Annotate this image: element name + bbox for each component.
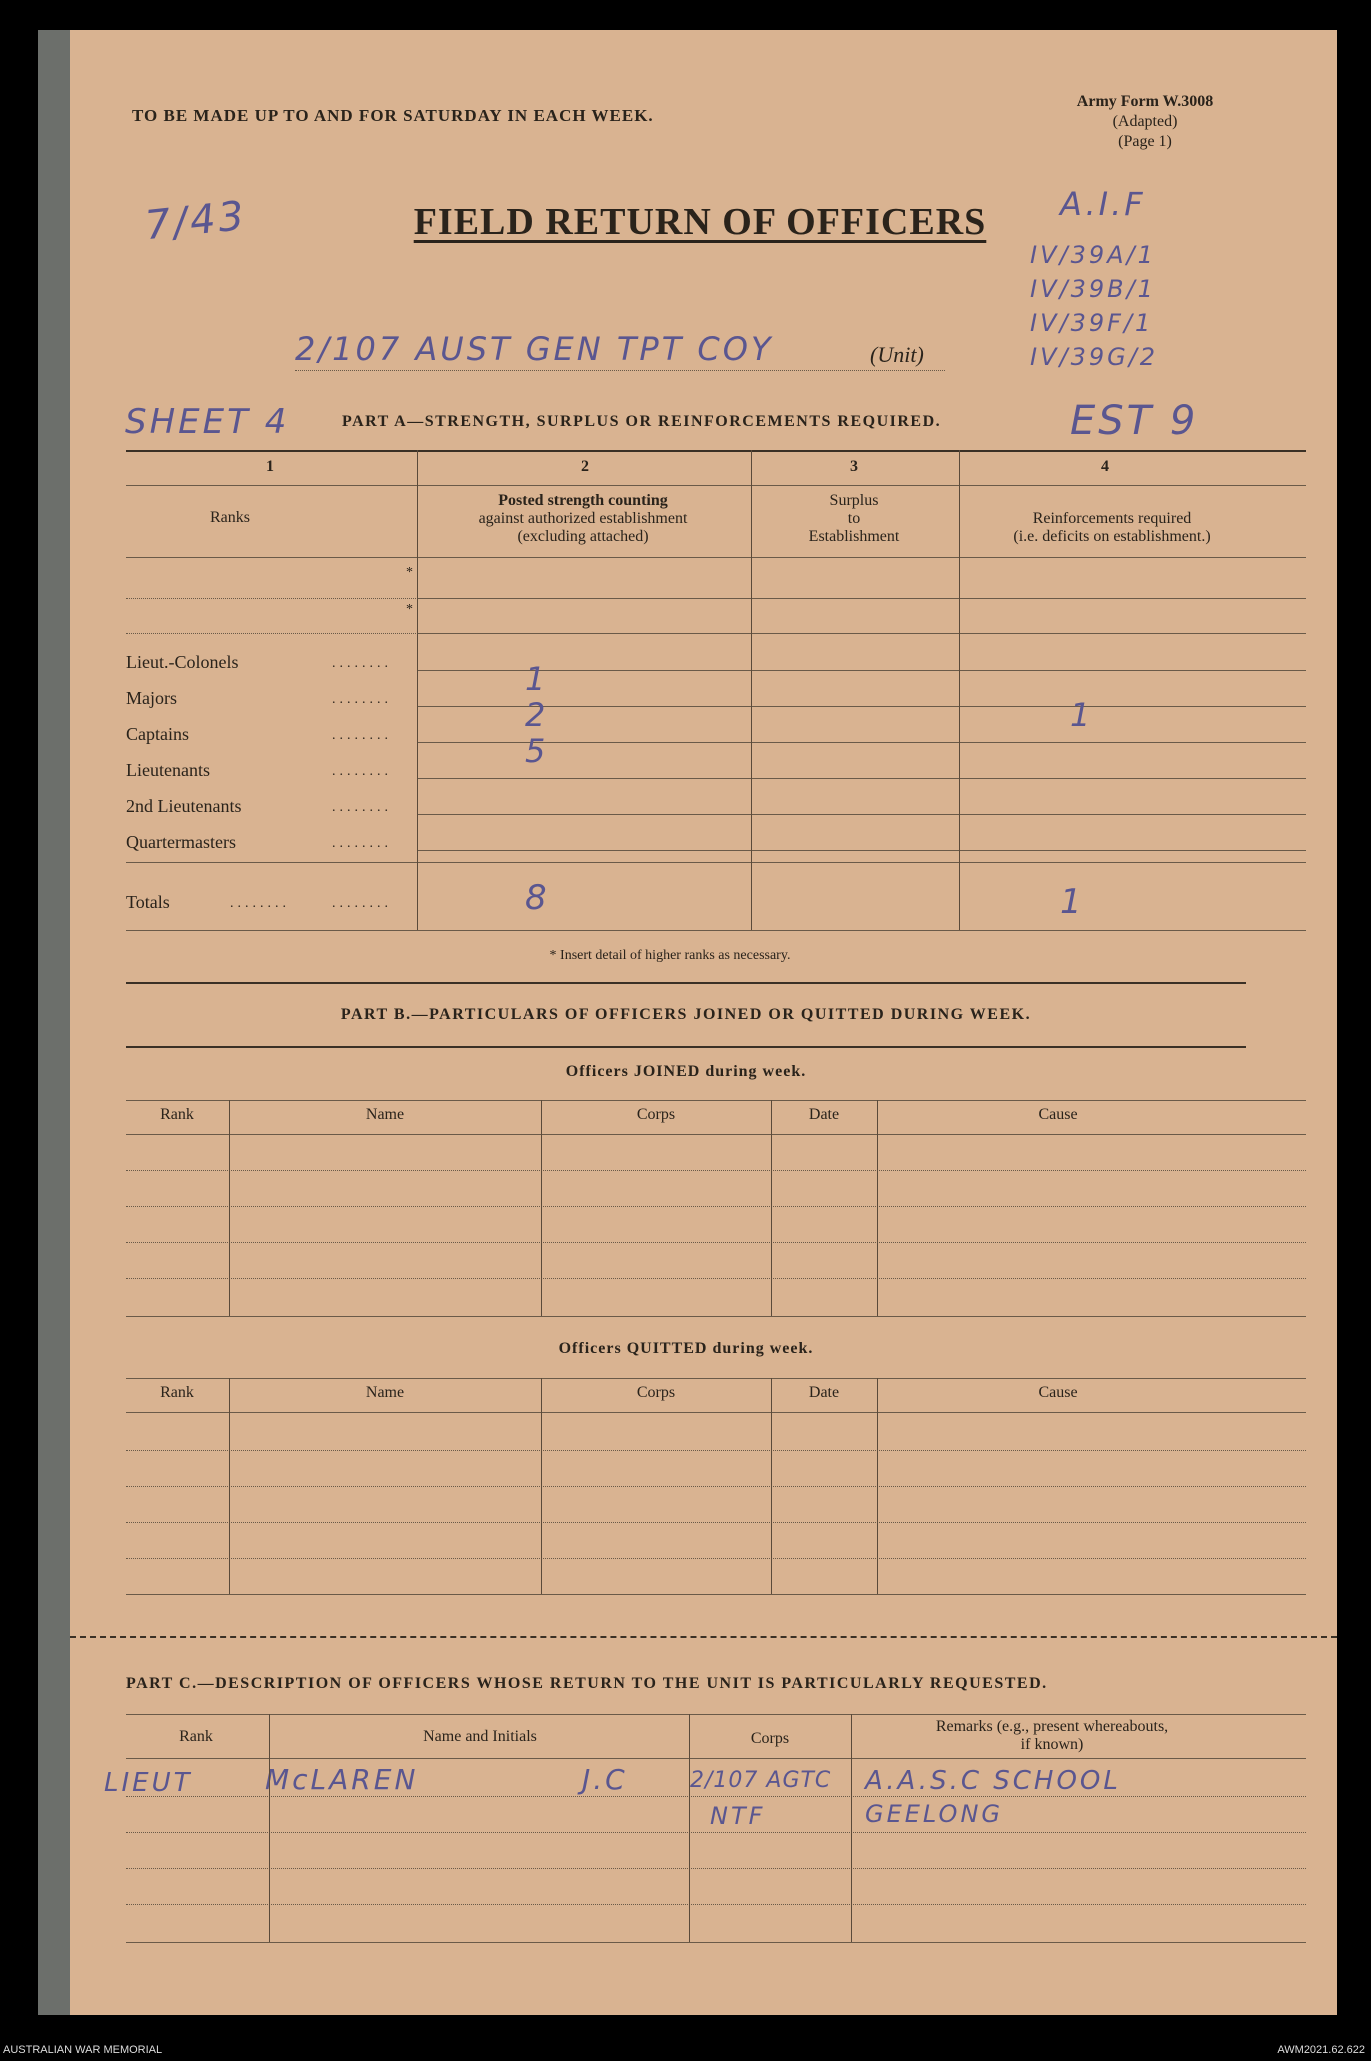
col-name-initials: Name and Initials [423,1728,537,1745]
rank-label: Lieut.-Colonels [126,652,239,672]
part-b-heading: PART B.—PARTICULARS OF OFFICERS JOINED OR QUITTED DURING WEEK. [340,1006,1032,1023]
leader-dots: ........ [332,896,392,911]
col-corps: Corps [636,1106,676,1123]
footer-left: AUSTRALIAN WAR MEMORIAL [3,2044,163,2056]
part-a-heading: PART A—STRENGTH, SURPLUS OR REINFORCEMENTS REQUIRED. [342,413,942,430]
col-remarks: Remarks (e.g., present whereabouts, if known) [935,1718,1169,1753]
col-rank: Rank [160,1384,194,1401]
reinforcement-value: 1 [1070,696,1094,734]
establishment-mark: EST 9 [1070,398,1199,444]
reference-item: IV/39F/1 [1030,309,1154,337]
footer-right: AWM2021.62.622 [1277,2044,1365,2056]
column-number: 2 [581,458,589,475]
form-page [70,30,1337,2015]
posted-header: Posted strength counting against authorized establishment (excluding attached) [478,492,688,545]
unit-name: 2/107 AUST GEN TPT COY [295,330,774,368]
entry-corps-line2: NTF [710,1802,766,1830]
reference-item: IV/39G/2 [1030,343,1159,371]
col-cause: Cause [1038,1106,1078,1123]
scan-edge [38,30,73,2015]
ranks-header: Ranks [210,509,250,526]
leader-dots: ........ [332,692,392,707]
col-corps: Corps [636,1384,676,1401]
aif-mark: A.I.F [1060,185,1146,223]
col-rank: Rank [179,1728,213,1745]
leader-dots: ........ [332,728,392,743]
star-mark: * [406,602,413,617]
col-rank: Rank [160,1106,194,1123]
posted-value: 1 [525,660,549,698]
quitted-title: Officers QUITTED during week. [558,1340,814,1357]
page-label: (Page 1) [1118,133,1172,150]
col-date: Date [808,1106,840,1123]
leader-dots: ........ [332,836,392,851]
entry-initials: J.C [582,1763,628,1796]
entry-corps: 2/107 AGTC [690,1768,832,1793]
totals-label: Totals [126,892,170,912]
totals-posted: 8 [525,878,550,918]
reference-item: IV/39B/1 [1030,275,1156,303]
col-name: Name [365,1384,405,1401]
col-cause: Cause [1038,1384,1078,1401]
column-number: 4 [1101,458,1109,475]
rank-label: Lieutenants [126,760,210,780]
leader-dots: ........ [332,800,392,815]
entry-remarks-line2: GEELONG [865,1800,1003,1828]
posted-value: 2 [525,696,549,734]
entry-name: McLAREN [265,1763,419,1796]
col-corps: Corps [750,1730,790,1747]
rank-label: Majors [126,688,177,708]
leader-dots: ........ [332,656,392,671]
part-a-note: * Insert detail of higher ranks as necessary. [549,948,791,963]
army-form-label [1020,92,1270,152]
rank-label: 2nd Lieutenants [126,796,242,816]
adapted-label: (Adapted) [1112,113,1178,130]
joined-title: Officers JOINED during week. [565,1063,807,1080]
totals-reinforcements: 1 [1060,882,1085,922]
leader-dots: ........ [230,896,290,911]
date-code: 7/43 [142,192,249,250]
form-title: FIELD RETURN OF OFFICERS [413,201,987,243]
entry-rank: LIEUT [104,1768,193,1798]
star-mark: * [406,565,413,580]
rank-label: Quartermasters [126,832,236,852]
rank-label: Captains [126,724,189,744]
surplus-header: Surplus to Establishment [808,492,900,545]
posted-value: 5 [525,732,549,770]
reinforcements-header: Reinforcements required (i.e. deficits on establishment.) [1013,510,1211,545]
leader-dots: ........ [332,764,392,779]
part-c-heading: PART C.—DESCRIPTION OF OFFICERS WHOSE RETURN TO THE UNIT IS PARTICULARLY REQUESTED. [126,1675,1048,1692]
reference-item: IV/39A/1 [1030,241,1156,269]
reference-list [1030,238,1158,374]
col-name: Name [365,1106,405,1123]
sheet-number: SHEET 4 [125,402,290,442]
army-form-number: Army Form W.3008 [1076,93,1214,110]
instruction-text: TO BE MADE UP TO AND FOR SATURDAY IN EACH WEEK. [132,106,654,125]
unit-label: (Unit) [870,342,924,367]
col-date: Date [808,1384,840,1401]
entry-remarks: A.A.S.C SCHOOL [865,1766,1121,1796]
column-number: 3 [850,458,858,475]
column-number: 1 [266,458,274,475]
